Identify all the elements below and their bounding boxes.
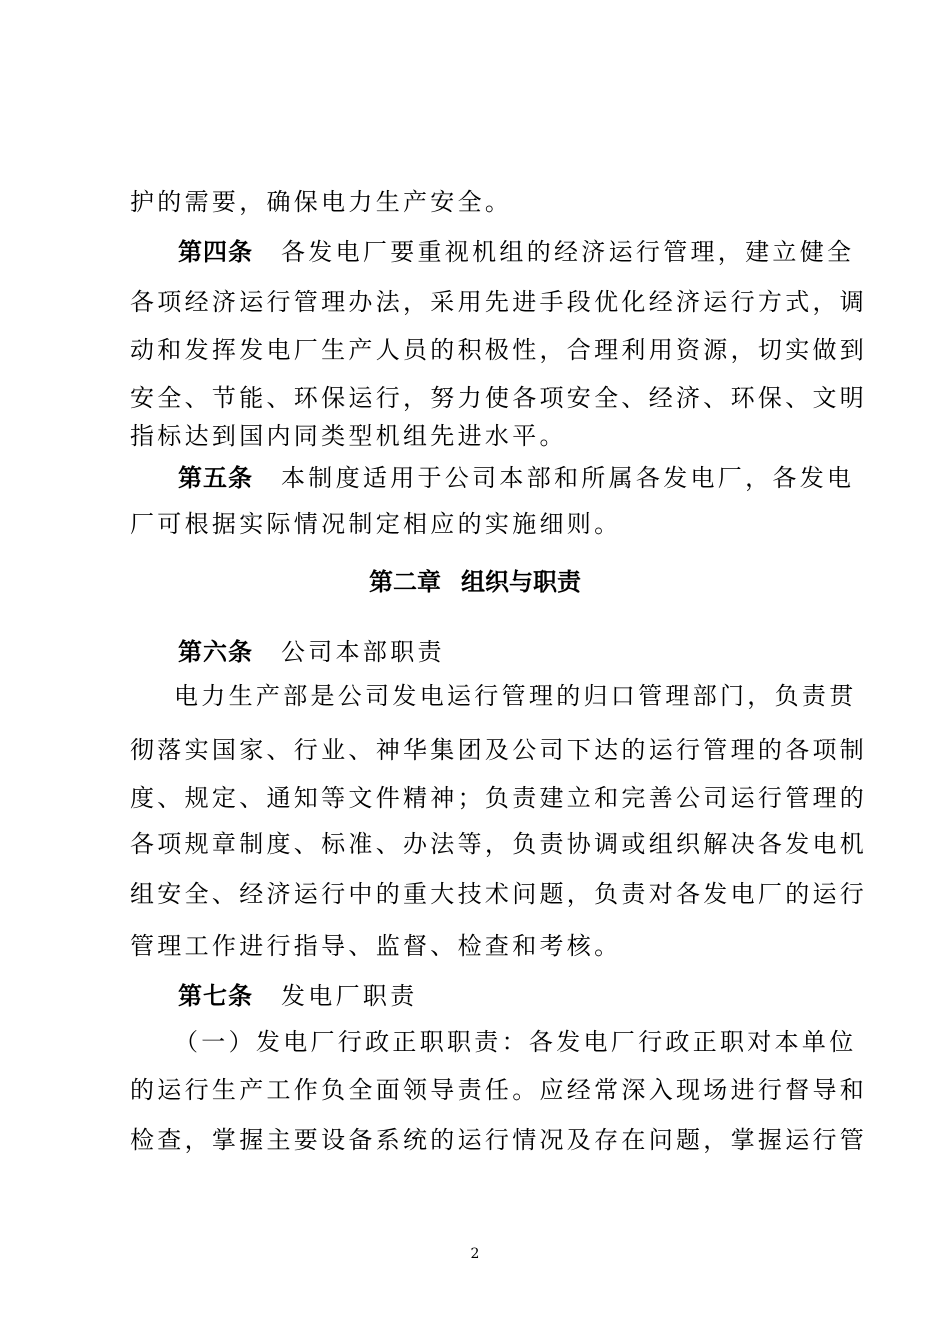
text-line: 度、规定、通知等文件精神；负责建立和完善公司运行管理的 bbox=[130, 784, 868, 812]
text-line: 各项经济运行管理办法，采用先进手段优化经济运行方式，调 bbox=[130, 288, 868, 316]
article-7-title: 发电厂职责 bbox=[281, 982, 418, 1010]
text-line: 动和发挥发电厂生产人员的积极性，合理利用资源，切实做到 bbox=[130, 336, 868, 364]
article-6-label: 第六条 bbox=[178, 638, 253, 666]
text-line: 的运行生产工作负全面领导责任。应经常深入现场进行督导和 bbox=[130, 1076, 868, 1104]
text-line: （一）发电厂行政正职职责：各发电厂行政正职对本单位 bbox=[174, 1028, 857, 1056]
text-line: 各发电厂要重视机组的经济运行管理，建立健全 bbox=[281, 238, 855, 266]
text-line: 电力生产部是公司发电运行管理的归口管理部门，负责贯 bbox=[174, 682, 857, 710]
article-5-label: 第五条 bbox=[178, 464, 253, 492]
chapter-heading bbox=[0, 566, 950, 598]
text-line: 检查，掌握主要设备系统的运行情况及存在问题，掌握运行管 bbox=[130, 1126, 868, 1154]
text-line: 各项规章制度、标准、办法等，负责协调或组织解决各发电机 bbox=[130, 830, 868, 858]
page-number: 2 bbox=[470, 1246, 480, 1262]
article-7-label: 第七条 bbox=[178, 982, 253, 1010]
text-line: 护的需要，确保电力生产安全。 bbox=[130, 188, 513, 216]
text-line: 安全、节能、环保运行，努力使各项安全、经济、环保、文明 bbox=[130, 384, 868, 412]
text-line: 组安全、经济运行中的重大技术问题，负责对各发电厂的运行 bbox=[130, 880, 868, 908]
text-line: 厂可根据实际情况制定相应的实施细则。 bbox=[130, 510, 622, 538]
article-4-first-line bbox=[178, 236, 855, 268]
text-line: 本制度适用于公司本部和所属各发电厂，各发电 bbox=[281, 464, 855, 492]
chapter-title: 组织与职责 bbox=[461, 568, 581, 596]
chapter-number: 第二章 bbox=[369, 568, 441, 596]
text-line: 彻落实国家、行业、神华集团及公司下达的运行管理的各项制 bbox=[130, 736, 868, 764]
text-line: 管理工作进行指导、监督、检查和考核。 bbox=[130, 932, 622, 960]
article-6-heading bbox=[178, 636, 830, 668]
article-4-label: 第四条 bbox=[178, 238, 253, 266]
article-5-first-line bbox=[178, 462, 855, 494]
text-line: 指标达到国内同类型机组先进水平。 bbox=[130, 422, 567, 450]
article-7-heading bbox=[178, 980, 830, 1012]
article-6-title: 公司本部职责 bbox=[281, 638, 445, 666]
